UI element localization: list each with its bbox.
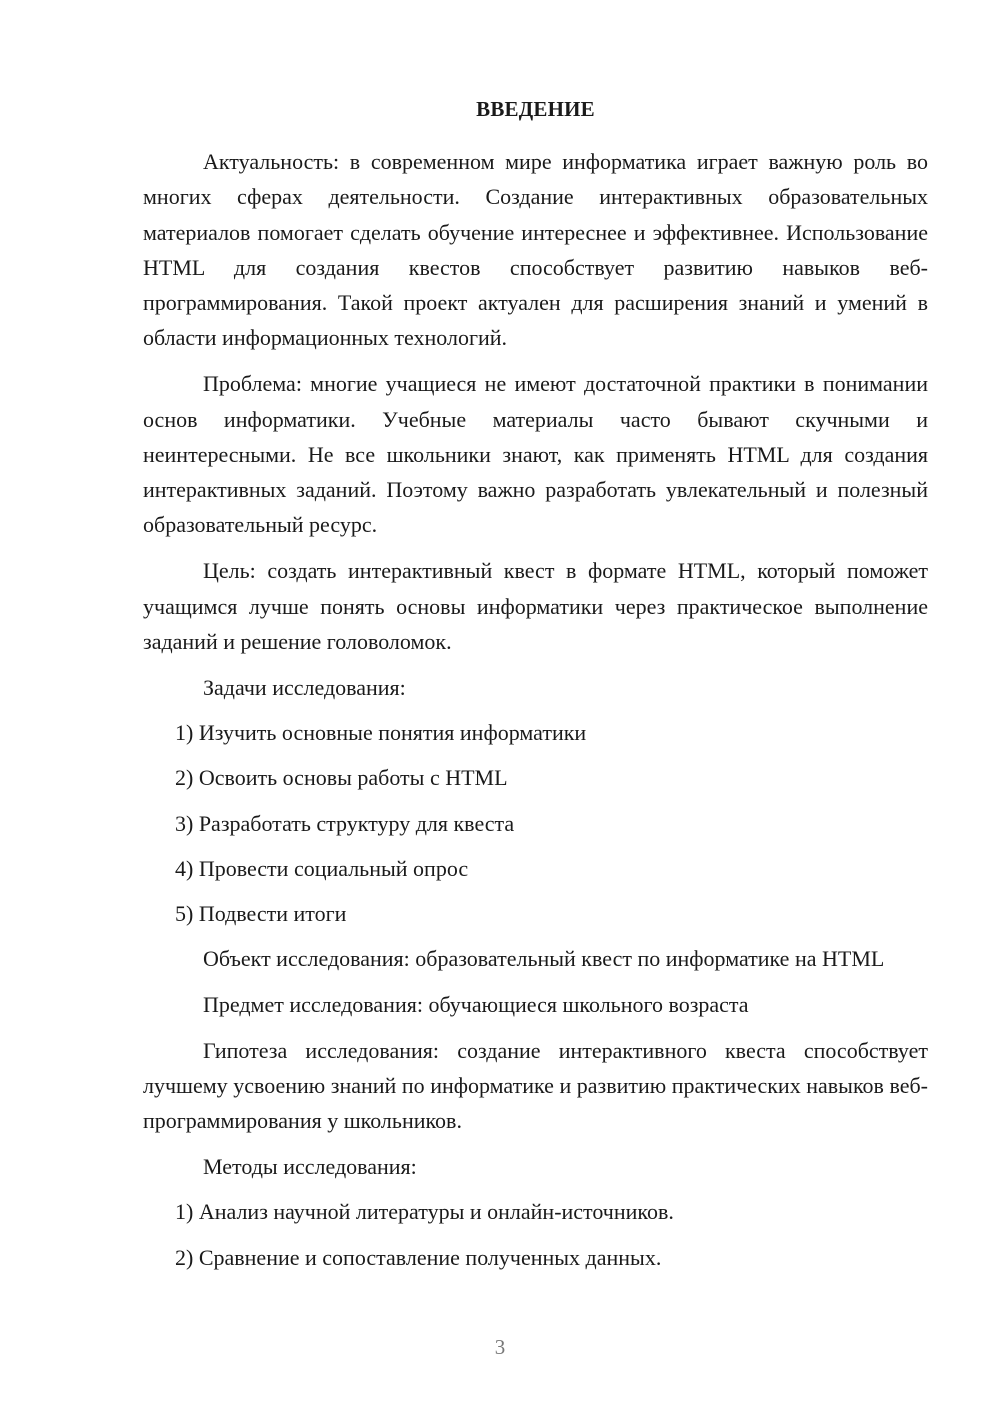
object-paragraph: Объект исследования: образовательный квест по информатике на HTML xyxy=(203,946,885,972)
page-number: 3 xyxy=(494,1335,506,1359)
document-page xyxy=(143,92,928,1285)
task-item-4: 4) Провести социальный опрос xyxy=(175,855,469,881)
task-item-3: 3) Разработать структуру для квеста xyxy=(175,810,515,836)
task-item-1: 1) Изучить основные понятия информатики xyxy=(175,720,587,746)
task-item-5: 5) Подвести итоги xyxy=(175,901,347,927)
problem-paragraph: Проблема: многие учащиеся не имеют достаточной практики в понимании основ информатики. Учебные материалы часто бывают скучными и неинтересными. Не все школьники знают, как применять HTML для создания интерактивных заданий. Поэтому важно разработать увлекательный и полезный образовательный ресурс. xyxy=(143,371,928,538)
method-item-1: 1) Анализ научной литературы и онлайн-источников. xyxy=(175,1199,674,1225)
section-heading: ВВЕДЕНИЕ xyxy=(476,97,595,121)
methods-title: Методы исследования: xyxy=(203,1154,417,1180)
hypothesis-paragraph: Гипотеза исследования: создание интерактивного квеста способствует лучшему усвоению знаний по информатике и развитию практических навыков веб-программирования у школьников. xyxy=(143,1037,928,1134)
task-item-2: 2) Освоить основы работы с HTML xyxy=(175,765,508,791)
goal-paragraph: Цель: создать интерактивный квест в формате HTML, который поможет учащимся лучше понять основы информатики через практическое выполнение заданий и решение головоломок. xyxy=(143,558,928,654)
tasks-title: Задачи исследования: xyxy=(203,675,406,701)
method-item-2: 2) Сравнение и сопоставление полученных данных. xyxy=(175,1244,662,1270)
relevance-paragraph: Актуальность: в современном мире информатика играет важную роль во многих сферах деятельности. Создание интерактивных образовательных материалов помогает сделать обучение интереснее и эффективнее. Использование HTML для создания квестов способствует развитию навыков веб-программирования. Такой проект актуален для расширения знаний и умений в области информационных технологий. xyxy=(143,149,928,351)
subject-paragraph: Предмет исследования: обучающиеся школьного возраста xyxy=(203,992,749,1018)
